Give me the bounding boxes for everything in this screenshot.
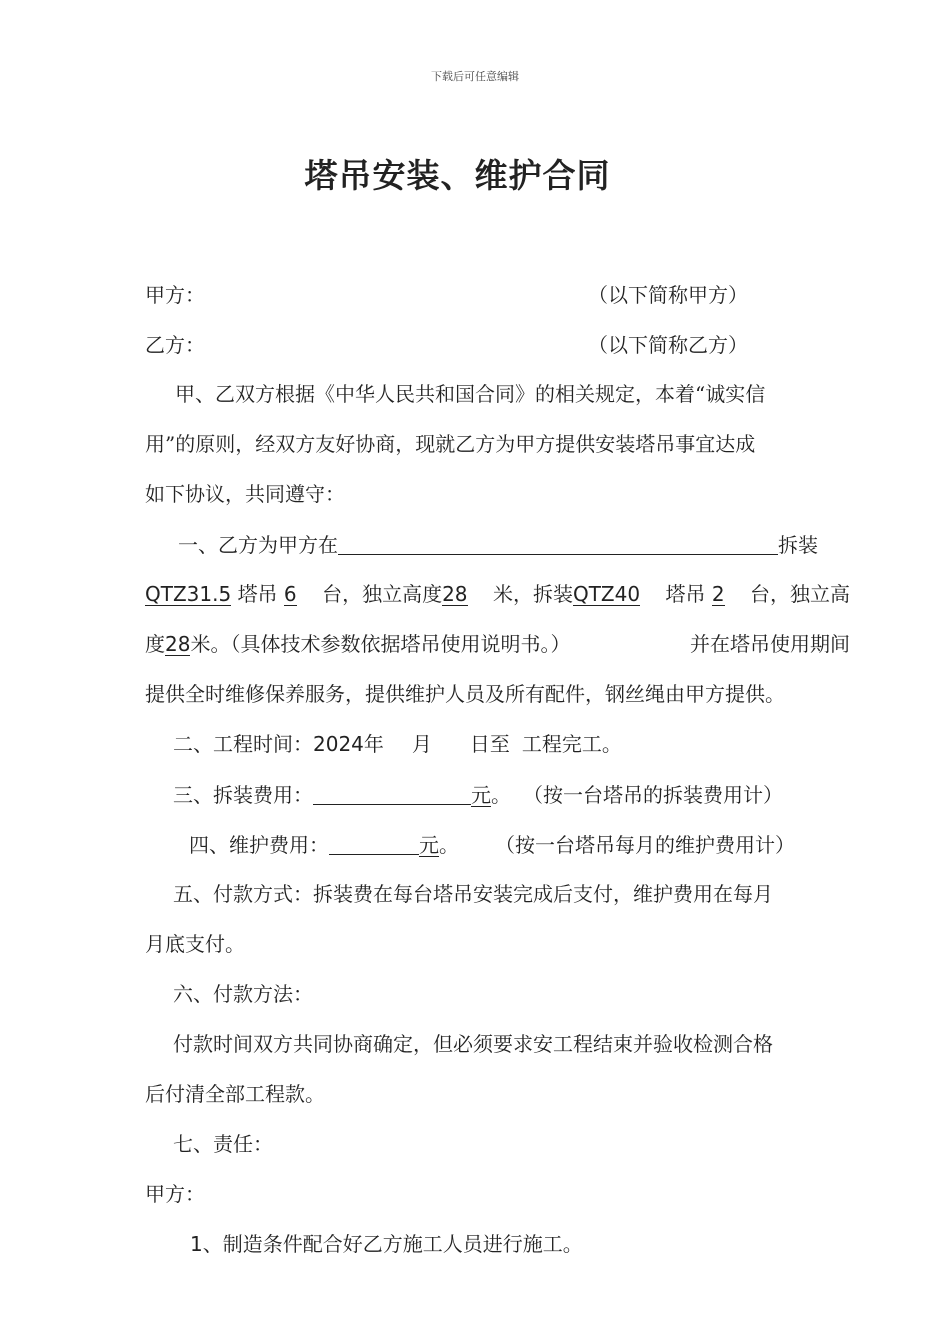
clause7-item-1	[145, 1234, 895, 1254]
clause2-year-unit: 年	[363, 732, 384, 756]
clause2-label: 二、工程时间：	[173, 732, 313, 756]
intro-line-1: 甲、乙双方根据《中华人民共和国合同》的相关规定，本着“诚实信	[175, 382, 766, 406]
clause5-line-1: 五、付款方式：拆装费在每台塔吊安装完成后支付，维护费用在每月	[173, 882, 773, 906]
clause1-text-t7: 米。（具体技术参数依据塔吊使用说明书。）	[190, 632, 571, 656]
party-a-label: 甲方：	[145, 283, 205, 307]
clause1-line-1	[145, 534, 850, 555]
clause1-text-t2: 台，独立高度	[322, 582, 443, 606]
clause5-line-2: 月底支付。	[145, 932, 245, 956]
clause3-label: 三、拆装费用：	[173, 783, 313, 807]
intro-line-3: 如下协议，共同遵守：	[145, 482, 345, 506]
clause1-line-4: 提供全时维修保养服务，提供维护人员及所有配件，钢丝绳由甲方提供。	[145, 682, 785, 706]
clause2-month-unit: 月	[411, 732, 432, 756]
clause7-label: 七、责任：	[173, 1132, 273, 1156]
document-title: 塔吊安装、维护合同	[304, 156, 611, 195]
clause1-prefix: 一、乙方为甲方在	[178, 533, 338, 557]
clause1-suffix: 拆装	[778, 533, 818, 557]
clause3-end: 。	[491, 783, 511, 807]
crane-model-2: QTZ40	[572, 582, 641, 606]
party-b-label: 乙方：	[145, 333, 205, 357]
clause7-item-number: 1	[190, 1232, 203, 1256]
clause3-note: （按一台塔吊的拆装费用计）	[533, 783, 783, 807]
clause3-unit: 元	[471, 783, 491, 807]
location-blank	[338, 534, 778, 555]
clause1-text-t6: 度	[145, 632, 165, 656]
clause4-note: （按一台塔吊每月的维护费用计）	[505, 833, 795, 857]
crane-height-1: 28	[442, 582, 468, 606]
clause1-text-t8: 并在塔吊使用期间	[690, 632, 850, 656]
clause6-line-1: 付款时间双方共同协商确定，但必须要求安工程结束并验收检测合格	[173, 1032, 773, 1056]
crane-model-1: QTZ31.5	[145, 582, 232, 606]
clause4-unit: 元	[419, 833, 439, 857]
maintenance-fee-blank	[329, 834, 419, 855]
clause4-end: 。	[439, 833, 459, 857]
clause1-text-t4: 塔吊	[665, 582, 706, 606]
clause2-end-text: 工程完工。	[521, 732, 622, 756]
party-b-line	[145, 335, 850, 355]
start-year: 2024	[313, 732, 364, 756]
clause3-line	[145, 784, 878, 807]
clause2-line	[145, 734, 878, 754]
clause7-party: 甲方：	[145, 1182, 205, 1206]
clause1-text-t3: 米，拆装	[492, 582, 573, 606]
clause1-line-2	[145, 584, 850, 606]
party-a-note: （以下简称甲方）	[588, 283, 748, 307]
crane-height-2: 28	[165, 632, 191, 656]
clause7-item-text: 、制造条件配合好乙方施工人员进行施工。	[202, 1232, 583, 1256]
install-fee-blank	[313, 784, 471, 805]
clause6-label: 六、付款方法：	[173, 982, 313, 1006]
clause4-label: 四、维护费用：	[189, 833, 329, 857]
clause1-text-t1: 塔吊	[237, 582, 278, 606]
clause4-line	[145, 834, 894, 857]
crane-count-2: 2	[711, 582, 725, 606]
clause2-day-text: 日至	[469, 732, 510, 756]
clause1-text-t5: 台，独立高	[750, 582, 850, 606]
clause1-line-3	[145, 634, 850, 656]
party-b-note: （以下简称乙方）	[588, 333, 748, 357]
crane-count-1: 6	[283, 582, 297, 606]
header-note: 下载后可任意编辑	[431, 70, 519, 83]
intro-line-2: 用”的原则，经双方友好协商，现就乙方为甲方提供安装塔吊事宜达成	[145, 432, 756, 456]
clause6-line-2: 后付清全部工程款。	[145, 1082, 325, 1106]
party-a-line	[145, 285, 850, 305]
